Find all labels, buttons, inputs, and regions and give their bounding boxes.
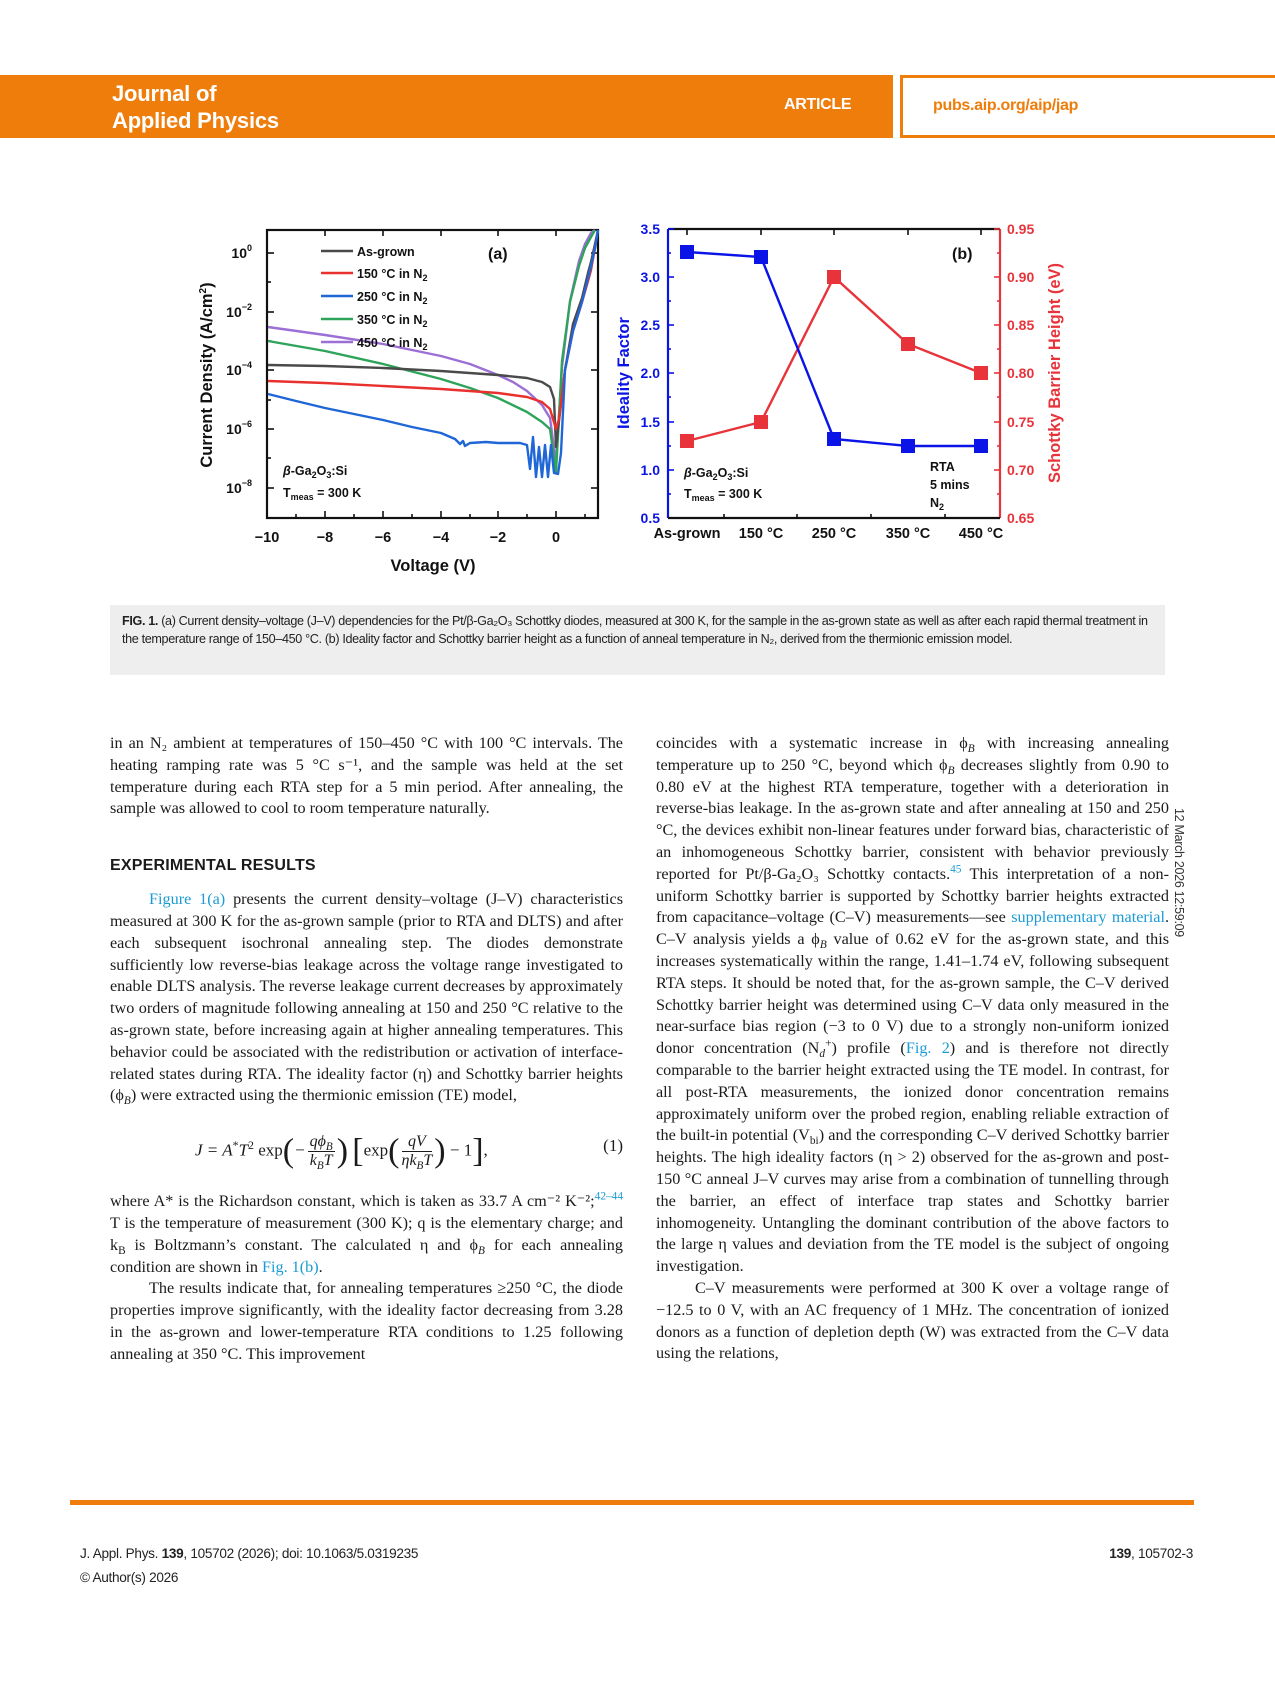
figure-1 [190, 215, 1090, 585]
svg-text:−10: −10 [254, 530, 280, 546]
supplementary-material-link[interactable]: supplementary material [1011, 908, 1165, 927]
chart-b-left-axis-label: Ideality Factor [615, 317, 633, 429]
journal-title-line2: Applied Physics [112, 108, 279, 133]
paragraph: C–V measurements were performed at 300 K over a voltage range of −12.5 to 0 V, with an AC frequency of 1 MHz. The concentration of ionized donors as a function of depletion depth (W) was extracted from the C–V data using the relations, [656, 1278, 1169, 1363]
chart-a [198, 230, 598, 575]
svg-text:2.5: 2.5 [640, 317, 660, 333]
svg-text:10−4: $10^{-4}$ [226, 360, 252, 378]
svg-text:1.5: 1.5 [640, 414, 660, 430]
footer-citation: J. Appl. Phys. 139, 105702 (2026); doi: 10.1063/5.0319235 [80, 1546, 419, 1561]
chart-b-right-axis-label: Schottky Barrier Height (eV) [1046, 262, 1064, 484]
download-timestamp: 12 March 2026 12:59:09 [1172, 808, 1186, 937]
figure-1a-link[interactable]: Figure 1(a) [149, 890, 226, 909]
svg-text:0.80: 0.80 [1007, 365, 1035, 381]
chart-b-left-tick-labels [641, 221, 661, 526]
footer-page-number: 139, 105702-3 [1109, 1546, 1193, 1561]
svg-text:−6: −6 [374, 530, 392, 546]
svg-text:3.0: 3.0 [640, 269, 660, 285]
svg-text:Tmeas = 300 K: $T_{meas} = 300$ K [283, 486, 362, 502]
chart-a-curves [268, 230, 598, 477]
svg-text:450 °C: 450 °C [958, 526, 1004, 542]
svg-text:0.75: 0.75 [1007, 414, 1035, 430]
svg-text:RTA: RTA [930, 460, 955, 474]
legend-150C: 150 °C in $N_2$ [357, 267, 428, 283]
chart-a-y-axis-label: Current Density $(A/cm^2)$ [198, 282, 216, 468]
journal-title-line1: Journal of [112, 81, 217, 106]
equation-1: $J = A^*T^2$ exp(− $\frac{q\phi_B}{k_BT}$ ) [exp( $\frac{qV}{\eta k_BT}$ ) − 1], (1) [195, 1132, 623, 1173]
chart-a-panel-label: (a) [488, 246, 508, 263]
svg-text:0.70: 0.70 [1007, 462, 1035, 478]
svg-text:0.90: 0.90 [1007, 269, 1035, 285]
svg-text:10−2: $10^{-2}$ [226, 302, 252, 320]
series-sbh-markers [680, 270, 988, 448]
chart-b [615, 221, 1064, 542]
paragraph: The results indicate that, for annealing temperatures ≥250 °C, the diode properties improve significantly, with the ideality factor decreasing from 3.28 in the as-grown and lower-temperature RTA conditions to 1.25 following annealing at 350 °C. This improvement [110, 1279, 623, 1363]
chart-a-y-tick-labels [226, 243, 252, 496]
paragraph: in an N₂ ambient at temperatures of 150–450 °C with 100 °C intervals. The heating ramping rate was 5 °C s⁻¹, and the sample was held at the set temperature during each RTA step for a 5 min period. After annealing, the sample was allowed to cool to room temperature naturally. [110, 734, 623, 818]
svg-text:0.65: 0.65 [1007, 510, 1035, 526]
figure-2-link[interactable]: Fig. 2 [905, 1039, 950, 1058]
chart-a-annotation [282, 464, 361, 502]
series-350C [268, 230, 595, 472]
svg-text:10−8: $10^{-8}$ [226, 478, 252, 496]
chart-b-panel-label: (b) [952, 246, 973, 263]
svg-text:250 °C: 250 °C [811, 526, 857, 542]
chart-a-x-axis-label: Voltage (V) [390, 557, 476, 575]
series-150C [268, 230, 598, 429]
body-column-right [656, 733, 1169, 1365]
svg-text:−4: −4 [432, 530, 450, 546]
figure-1b-link[interactable]: Fig. 1(b) [261, 1257, 319, 1276]
figure-1-svg [190, 215, 1090, 585]
legend-350C: 350 °C in $N_2$ [357, 313, 428, 329]
svg-text:−2: −2 [489, 530, 507, 546]
body-column-left [110, 733, 623, 1366]
svg-text:0: 0 [551, 530, 561, 546]
svg-text:100: $10^0$ [231, 243, 252, 261]
svg-text:1.0: 1.0 [640, 462, 660, 478]
reference-link-45[interactable]: 45 [950, 863, 962, 876]
paragraph: Figure 1(a) presents the current density–voltage (J–V) characteristics measured at 300 K for the as-grown sample (prior to RTA and DLTS) and after each subsequent isochronal annealing step. The diodes demonstrate sufficiently low reverse-bias leakage across the voltage range investigated to enable DLTS analysis. The reverse leakage current decreases by approximately two orders of magnitude following annealing at 150 and 250 °C relative to the as-grown state, before increasing again at higher annealing temperatures. This behavior could be associated with the redistribution or activation of interface-related states during RTA. The ideality factor (η) and Schottky barrier heights $(\phi_B)$ were extracted using the thermionic emission (TE) model, [110, 890, 624, 1108]
section-heading: EXPERIMENTAL RESULTS [110, 857, 316, 875]
svg-text:350 °C: 350 °C [885, 526, 931, 542]
svg-text:N2: $N_2$ [930, 496, 945, 512]
chart-b-right-tick-labels [1007, 221, 1034, 526]
footer-rule [70, 1500, 1194, 1505]
series-450C [268, 230, 595, 463]
svg-text:150 °C: 150 °C [738, 526, 784, 542]
svg-text:10−6: $10^{-6}$ [226, 419, 252, 437]
journal-title [112, 80, 279, 134]
svg-text:0.85: 0.85 [1007, 317, 1035, 333]
svg-text:β-Ga2O3:Si: $\beta-Ga_2O_3:Si$ [283, 464, 348, 480]
svg-text:β-Ga2O3:Si: $\beta-Ga_2O_3:Si$ [684, 466, 749, 482]
paragraph: where A* is the Richardson constant, which is taken as 33.7 A cm⁻² K⁻²;$^{42-44}$ T is the temperature of measurement (300 K); q is the elementary charge; and $k_B$ is Boltzmann’s constant. The calculated η and $\phi_B$ for each annealing condition are shown in Fig. 1(b). [110, 1190, 623, 1276]
chart-a-x-tick-labels [255, 530, 560, 546]
reference-link-42-44[interactable]: 42–44 [594, 1190, 623, 1203]
paragraph: coincides with a systematic increase in $\phi_B$ with increasing annealing temperature up to 250 °C, beyond which $\phi_B$ decreases slightly from 0.90 to 0.80 eV at the highest RTA temperature, together with a deterioration in reverse-bias leakage. In the as-grown state and after annealing at 150 and 250 °C, the devices exhibit non-linear features under forward bias, characteristic of an inhomogeneous Schottky barrier, consistent with behavior previously reported for Pt/β-Ga₂O₃ Schottky contacts.$^{45}$ This interpretation of a non-uniform Schottky barrier is supported by Schottky barrier heights extracted from capacitance–voltage (C–V) measurements—see supplementary material. C–V analysis yields a $\phi_B$ value of 0.62 eV for the as-grown state, and this increases systematically within the range, 1.41–1.74 eV, following subsequent RTA steps. It should be noted that, for the as-grown sample, the C–V derived Schottky barrier height was determined using C–V data only measured in the near-surface bias region (−3 to 0 V) due to a strongly non-uniform ionized donor concentration $(N_d^+)$ profile (Fig. 2) and is therefore not directly comparable to the barrier height extracted using the TE model. In contrast, for all post-RTA measurements, the ionized donor concentration remains approximately uniform over the probed region, enabling reliable extraction of the built-in potential $(V_{bi})$ and the corresponding C–V derived Schottky barrier heights. The high ideality factors (η > 2) observed for the as-grown and post-150 °C anneal J–V curves may arise from a combination of tunnelling through the barrier, an effect of interface trap states and Schottky barrier inhomogeneity. Untangling the dominant contribution of the above factors to the large η values and deviation from the TE model is the subject of ongoing investigation. [656, 734, 1170, 1276]
svg-text:−8: −8 [316, 530, 334, 546]
figure-caption [110, 605, 1165, 675]
series-sbh-line [687, 277, 981, 441]
figure-caption-text: (a) Current density–voltage (J–V) dependencies for the Pt/β-Ga₂O₃ Schottky diodes, measured at 300 K, for the sample in the as-grown state as well as after each rapid thermal treatment in the temperature range of 150–450 °C. (b) Ideality factor and Schottky barrier height as a function of anneal temperature in N₂, derived from the thermionic emission model. [122, 614, 1148, 646]
legend-as-grown: As-grown [357, 245, 415, 259]
figure-caption-label: FIG. 1. [122, 614, 159, 628]
equation-number: (1) [603, 1136, 623, 1156]
footer-copyright: © Author(s) 2026 [80, 1570, 179, 1585]
journal-url-link[interactable]: pubs.aip.org/aip/jap [933, 97, 1079, 114]
svg-text:Tmeas = 300 K: $T_{meas} = 300$ K [684, 487, 763, 503]
chart-b-annotation-rta [930, 460, 970, 512]
svg-text:As-grown: As-grown [653, 526, 721, 542]
chart-b-x-tick-labels [654, 526, 1004, 542]
svg-text:5 mins: 5 mins [930, 478, 970, 492]
svg-text:0.95: 0.95 [1007, 221, 1035, 237]
chart-b-annotation-sample [683, 466, 762, 503]
legend-250C: 250 °C in $N_2$ [357, 290, 428, 306]
svg-text:0.5: 0.5 [640, 510, 660, 526]
article-type-label: ARTICLE [784, 96, 852, 113]
svg-text:3.5: 3.5 [640, 221, 660, 237]
legend-450C: 450 °C in $N_2$ [357, 336, 428, 352]
svg-text:2.0: 2.0 [640, 365, 660, 381]
